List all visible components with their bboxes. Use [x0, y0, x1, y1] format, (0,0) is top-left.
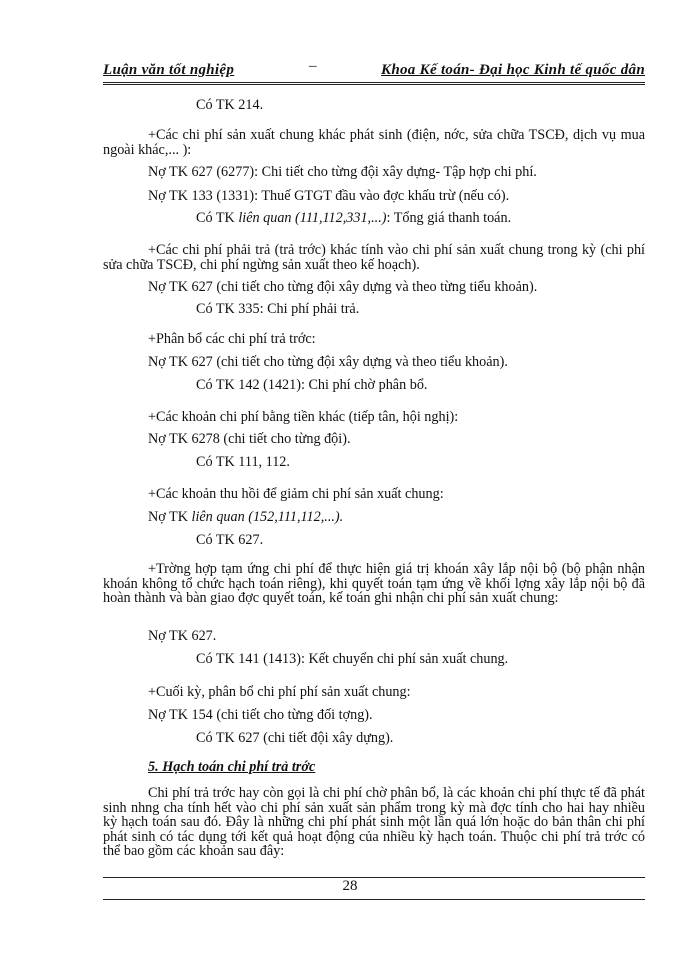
debit-line: Nợ TK 627 (chi tiết cho từng đội xây dựng và theo tiểu khoản).: [148, 354, 508, 370]
debit-line: Nợ TK 6278 (chi tiết cho từng đội).: [148, 431, 351, 447]
paragraph-advance: +Trờng hợp tạm ứng chi phí để thực hiện giá trị khoán xây lắp nội bộ (bộ phận nhận khoán không tổ chức hạch toán riêng), khi quyết toán tạm ứng về khối lợng xây lắp nội bộ đã hoàn thành và bàn giao đợc quyết toán, kế toán ghi nhận chi phí sản xuất chung:: [103, 561, 645, 606]
credit-line: Có TK 141 (1413): Kết chuyển chi phí sản xuất chung.: [196, 651, 509, 667]
credit-line: Có TK 627.: [196, 532, 264, 548]
credit-line: Có TK 627 (chi tiết đội xây dựng).: [196, 730, 394, 746]
debit-line: Nợ TK 627.: [148, 628, 217, 644]
bullet-line: +Cuối kỳ, phân bổ chi phí phí sản xuất chung:: [148, 684, 411, 700]
credit-line: Có TK 214.: [196, 97, 264, 113]
section-title: 5. Hạch toán chi phí trả trớc: [148, 759, 316, 775]
header-thesis-label: Luận văn tốt nghiệp: [103, 62, 235, 78]
debit-line: Nợ TK 133 (1331): Thuế GTGT đầu vào đợc khấu trừ (nếu có).: [148, 188, 510, 204]
bullet-line: +Phân bổ các chi phí trả trớc:: [148, 331, 316, 347]
credit-line: Có TK 335: Chi phí phải trả.: [196, 301, 360, 317]
debit-line: Nợ TK 627 (6277): Chi tiết cho từng đội xây dựng- Tập hợp chi phí.: [148, 164, 537, 180]
page-header: [103, 58, 645, 84]
bullet-line: +Các khoản chi phí bằng tiền khác (tiếp tân, hội nghị):: [148, 409, 459, 425]
credit-line: Có TK liên quan (111,112,331,...): Tổng giá thanh toán.: [196, 210, 512, 226]
credit-line: Có TK 142 (1421): Chi phí chờ phân bổ.: [196, 377, 428, 393]
footer-rule-bottom: [103, 899, 645, 900]
header-dash: –: [309, 58, 317, 74]
paragraph-prepaid-costs: Chi phí trả trớc hay còn gọi là chi phí chờ phân bổ, là các khoản chi phí thực tế đã phát sinh nhng cha tính hết vào chi phí sản xuất sản phẩm trong kỳ mà đợc tính cho hai hay nhiều kỳ hạch toán sau đó. Đây là những chi phí phát sinh một lần quá lớn hoặc do bản thân chi phí phát sinh có tác dụng tới kết quả hoạt động của nhiều kỳ hạch toán. Thuộc chi phí trả trớc có thể bao gồm các khoản sau đây:: [103, 785, 645, 859]
debit-line: Nợ TK 627 (chi tiết cho từng đội xây dựng và theo từng tiểu khoản).: [148, 279, 538, 295]
debit-line: Nợ TK liên quan (152,111,112,...).: [148, 509, 344, 525]
credit-line: Có TK 111, 112.: [196, 454, 290, 470]
header-faculty-label: Khoa Kế toán- Đại học Kinh tế quốc dân: [381, 62, 645, 78]
paragraph-payable-costs: +Các chi phí phải trả (trả trớc) khác tính vào chi phí sản xuất chung trong kỳ (chi phí sửa chữa TSCĐ, chi phí ngừng sản xuất theo kế hoạch).: [103, 242, 645, 273]
header-rule: [103, 82, 645, 85]
bullet-line: +Các khoản thu hồi để giảm chi phí sản xuất chung:: [148, 486, 444, 502]
debit-line: Nợ TK 154 (chi tiết cho từng đối tợng).: [148, 707, 373, 723]
page-number: 28: [342, 878, 358, 894]
paragraph-other-costs: +Các chi phí sản xuất chung khác phát sinh (điện, nớc, sửa chữa TSCĐ, dịch vụ mua ngoài khác,... ):: [103, 127, 645, 158]
